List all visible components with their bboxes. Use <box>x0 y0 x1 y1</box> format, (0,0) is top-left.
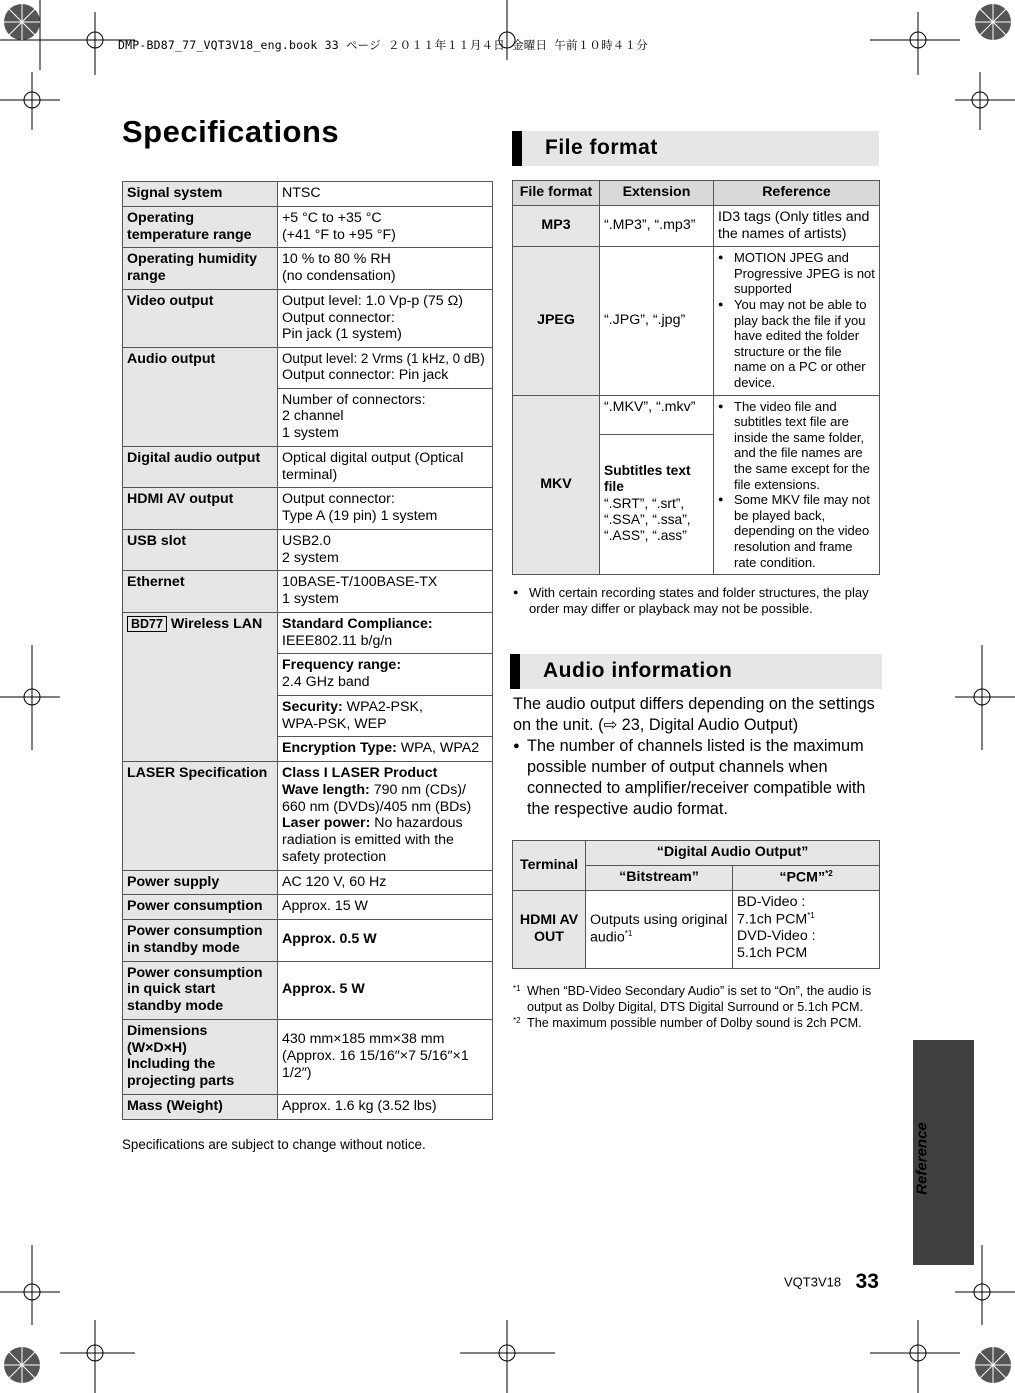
spec-value: Security: WPA2-PSK, WPA-PSK, WEP <box>278 695 493 737</box>
spec-label: Operating temperature range <box>123 206 278 248</box>
table-row <box>513 205 880 247</box>
extension-cell: “.JPG”, “.jpg” <box>600 247 714 395</box>
spec-label: BD77 Wireless LAN <box>123 612 278 761</box>
spec-label: Video output <box>123 289 278 347</box>
spec-label: USB slot <box>123 529 278 571</box>
file-format-note: ● With certain recording states and folder structures, the play order may differ or playback may not be possible. <box>513 585 881 616</box>
audio-info-text: The audio output differs depending on the settings on the unit. (⇨ 23, Digital Audio Output) ● The number of channels listed is the maximum possible number of output channels when connected to amplifier/receiver compatible with the respective audio format. <box>513 694 883 820</box>
page-code: VQT3V18 <box>784 1274 842 1290</box>
page-footer <box>784 1270 879 1294</box>
spec-value: Number of connectors: 2 channel 1 system <box>278 388 493 446</box>
spec-value: Output level: 2 Vrms (1 kHz, 0 dB) Output connector: Pin jack <box>278 348 493 389</box>
extension-cell: “.MP3”, “.mp3” <box>600 205 714 247</box>
table-row <box>123 920 493 962</box>
terminal-cell: HDMI AV OUT <box>513 891 586 969</box>
format-cell: MP3 <box>513 205 600 247</box>
table-header-row <box>513 181 880 206</box>
table-row <box>123 182 493 207</box>
page-number: 33 <box>855 1270 879 1293</box>
table-row <box>123 248 493 290</box>
table-row <box>123 529 493 571</box>
column-header: File format <box>513 181 600 206</box>
spec-value: Approx. 0.5 W <box>278 920 493 962</box>
spec-value: NTSC <box>278 182 493 207</box>
table-row <box>513 395 880 434</box>
table-row <box>123 206 493 248</box>
table-row <box>123 870 493 895</box>
spec-value: Approx. 5 W <box>278 961 493 1019</box>
extension-cell: Subtitles text file “.SRT”, “.srt”, “.SSA”, “.ssa”, “.ASS”, “.ass” <box>600 434 714 575</box>
spec-value: Encryption Type: WPA, WPA2 <box>278 737 493 762</box>
reference-cell: ID3 tags (Only titles and the names of artists) <box>714 205 880 247</box>
column-header: “PCM”$^{*2}$ <box>733 865 880 890</box>
column-header: Reference <box>714 181 880 206</box>
spec-value: Class I LASER Product Wave length: 790 nm (CDs)/ 660 nm (DVDs)/405 nm (BDs) Laser power: No hazardous radiation is emitted with the safety protection <box>278 762 493 871</box>
spec-change-note: Specifications are subject to change without notice. <box>122 1137 426 1152</box>
spec-value: 430 mm×185 mm×38 mm (Approx. 16 15/16″×7 5/16″×1 1/2″) <box>278 1019 493 1094</box>
spec-label: Power consumption in standby mode <box>123 920 278 962</box>
file-format-header <box>512 131 879 166</box>
column-header: Extension <box>600 181 714 206</box>
file-format-table <box>512 180 880 575</box>
spec-value: Optical digital output (Optical terminal) <box>278 446 493 488</box>
section-title: File format <box>545 136 658 159</box>
spec-label: Power consumption <box>123 895 278 920</box>
table-row <box>123 961 493 1019</box>
spec-label: Power supply <box>123 870 278 895</box>
spec-value: 10BASE-T/100BASE-TX 1 system <box>278 571 493 613</box>
model-badge: BD77 <box>127 616 167 632</box>
table-row <box>123 446 493 488</box>
table-header-row <box>513 841 880 866</box>
table-row <box>123 488 493 530</box>
table-row <box>513 891 880 969</box>
bitstream-cell: Outputs using original audio$^{*1}$ <box>586 891 733 969</box>
spec-label: Signal system <box>123 182 278 207</box>
audio-output-table <box>512 840 880 969</box>
extension-cell: “.MKV”, “.mkv” <box>600 395 714 434</box>
table-row <box>123 612 493 654</box>
spec-label: Digital audio output <box>123 446 278 488</box>
file-info-header: DMP-BD87_77_VQT3V18_eng.book 33 ページ ２０１１年１１月４日 金曜日 午前１０時４１分 <box>118 38 648 52</box>
audio-footnotes <box>513 983 883 1031</box>
spec-value: Output connector: Type A (19 pin) 1 system <box>278 488 493 530</box>
spec-value: +5 °C to +35 °C (+41 °F to +95 °F) <box>278 206 493 248</box>
table-row <box>123 1019 493 1094</box>
reference-cell: ● MOTION JPEG and Progressive JPEG is not supported ● You may not be able to play back the file if you have edited the folder structure or the file name on a PC or other device. <box>714 247 880 395</box>
spec-label: Ethernet <box>123 571 278 613</box>
spec-label: HDMI AV output <box>123 488 278 530</box>
table-row <box>123 1094 493 1119</box>
specifications-table <box>122 181 493 1120</box>
spec-value: Approx. 15 W <box>278 895 493 920</box>
section-title: Audio information <box>543 659 733 682</box>
spec-label: LASER Specification <box>123 762 278 871</box>
column-header: Terminal <box>513 841 586 891</box>
spec-label: Dimensions (W×D×H) Including the projecting parts <box>123 1019 278 1094</box>
spec-label: Audio output <box>123 348 278 447</box>
audio-info-header <box>510 654 882 689</box>
table-row <box>513 247 880 395</box>
table-row <box>123 571 493 613</box>
pcm-cell: BD-Video : 7.1ch PCM$^{*1}$ DVD-Video : 5.1ch PCM <box>733 891 880 969</box>
footnote: *1 When “BD-Video Secondary Audio” is set to “On”, the audio is output as Dolby Digital, DTS Digital Surround or 5.1ch PCM. <box>513 984 872 1014</box>
spec-value: AC 120 V, 60 Hz <box>278 870 493 895</box>
column-header: “Bitstream” <box>586 865 733 890</box>
table-row <box>123 762 493 871</box>
table-row <box>123 289 493 347</box>
format-cell: MKV <box>513 395 600 575</box>
spec-value: Standard Compliance: IEEE802.11 b/g/n <box>278 612 493 654</box>
table-row <box>123 895 493 920</box>
spec-label: Power consumption in quick start standby mode <box>123 961 278 1019</box>
page-title: Specifications <box>122 114 340 149</box>
table-row <box>123 348 493 389</box>
side-label: Reference <box>913 1122 931 1195</box>
column-header: “Digital Audio Output” <box>586 841 880 866</box>
spec-value: Output level: 1.0 Vp-p (75 Ω) Output connector: Pin jack (1 system) <box>278 289 493 347</box>
spec-value: Approx. 1.6 kg (3.52 lbs) <box>278 1094 493 1119</box>
spec-label: Mass (Weight) <box>123 1094 278 1119</box>
reference-cell: ● The video file and subtitles text file are inside the same folder, and the file names are the same except for the file extensions. ● Some MKV file may not be played back, depending on the video resolution and frame rate condition. <box>714 395 880 575</box>
spec-label: Operating humidity range <box>123 248 278 290</box>
spec-value: USB2.0 2 system <box>278 529 493 571</box>
spec-value: Frequency range: 2.4 GHz band <box>278 654 493 696</box>
format-cell: JPEG <box>513 247 600 395</box>
spec-value: 10 % to 80 % RH (no condensation) <box>278 248 493 290</box>
footnote: *2 The maximum possible number of Dolby sound is 2ch PCM. <box>513 1016 862 1030</box>
